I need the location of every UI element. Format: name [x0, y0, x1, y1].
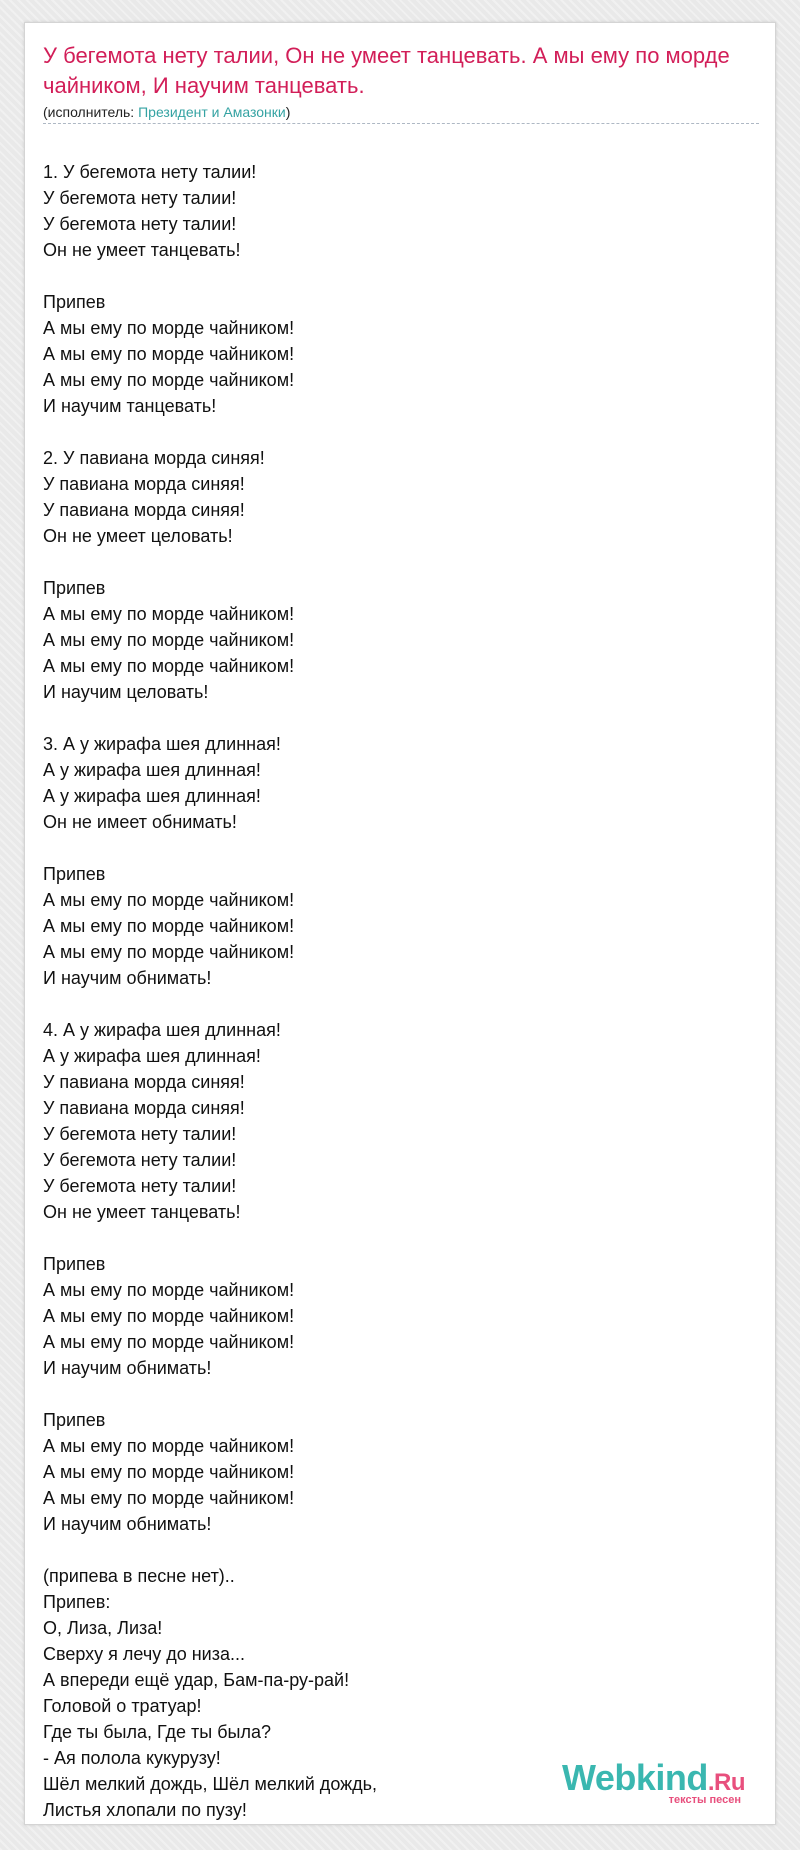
- lyric-line: У павиана морда синяя!: [43, 1098, 245, 1118]
- lyric-line: 1. У бегемота нету талии!: [43, 162, 257, 182]
- lyric-line: А мы ему по морде чайником!: [43, 1280, 295, 1300]
- lyric-line: А мы ему по морде чайником!: [43, 1436, 295, 1456]
- lyric-line: У бегемота нету талии!: [43, 214, 237, 234]
- lyric-line: И научим танцевать!: [43, 396, 217, 416]
- lyric-line: У павиана морда синяя!: [43, 1072, 245, 1092]
- lyric-line: И научим обнимать!: [43, 968, 212, 988]
- lyric-line: У бегемота нету талии!: [43, 1150, 237, 1170]
- lyric-line: А мы ему по морде чайником!: [43, 916, 295, 936]
- performer-suffix: ): [285, 104, 291, 120]
- lyric-line: У павиана морда синяя!: [43, 500, 245, 520]
- lyric-line: А мы ему по морде чайником!: [43, 318, 295, 338]
- lyric-line: 3. А у жирафа шея длинная!: [43, 734, 281, 754]
- lyric-line: У бегемота нету талии!: [43, 1124, 237, 1144]
- lyric-blank-line: [43, 835, 743, 861]
- lyric-line: У павиана морда синяя!: [43, 474, 245, 494]
- lyric-blank-line: [43, 991, 743, 1017]
- lyric-line: 2. У павиана морда синяя!: [43, 448, 265, 468]
- lyric-line: И научим обнимать!: [43, 1514, 212, 1534]
- lyric-line: А мы ему по морде чайником!: [43, 604, 295, 624]
- lyric-line: Припев: [43, 1254, 106, 1274]
- lyric-line: А мы ему по морде чайником!: [43, 1332, 295, 1352]
- lyric-line: А у жирафа шея длинная!: [43, 786, 261, 806]
- logo-tagline: тексты песен: [668, 1794, 741, 1806]
- lyric-line: Он не умеет целовать!: [43, 526, 233, 546]
- lyric-line: У бегемота нету талии!: [43, 188, 237, 208]
- page-title: У бегемота нету талии, Он не умеет танцевать. А мы ему по морде чайником, И научим танцевать.: [43, 43, 730, 98]
- lyric-line: А мы ему по морде чайником!: [43, 890, 295, 910]
- lyric-line: Он не умеет танцевать!: [43, 1202, 241, 1222]
- lyric-line: Сверху я лечу до низа...: [43, 1644, 245, 1664]
- lyric-line: 4. А у жирафа шея длинная!: [43, 1020, 281, 1040]
- lyric-line: А мы ему по морде чайником!: [43, 1306, 295, 1326]
- lyric-line: А мы ему по морде чайником!: [43, 656, 295, 676]
- lyric-line: - Ая полола кукурузу!: [43, 1748, 221, 1768]
- lyric-line: Припев: [43, 1410, 106, 1430]
- lyric-blank-line: [43, 705, 743, 731]
- performer-link[interactable]: Президент и Амазонки: [138, 104, 286, 120]
- lyric-line: Припев: [43, 864, 106, 884]
- lyric-line: А мы ему по морде чайником!: [43, 630, 295, 650]
- lyric-line: И научим обнимать!: [43, 1358, 212, 1378]
- performer-prefix: (исполнитель:: [43, 104, 139, 120]
- lyric-line: А впереди ещё удар, Бам-па-ру-рай!: [43, 1670, 350, 1690]
- lyric-blank-line: [43, 263, 743, 289]
- lyric-blank-line: [43, 419, 743, 445]
- lyric-blank-line: [43, 1537, 743, 1563]
- lyric-line: Головой о тратуар!: [43, 1696, 202, 1716]
- lyric-line: А у жирафа шея длинная!: [43, 760, 261, 780]
- lyric-line: Припев:: [43, 1592, 111, 1612]
- lyrics-text: [43, 159, 743, 1823]
- lyric-blank-line: [43, 1225, 743, 1251]
- lyric-blank-line: [43, 549, 743, 575]
- lyric-line: А мы ему по морде чайником!: [43, 344, 295, 364]
- lyric-line: Припев: [43, 578, 106, 598]
- lyric-line: Он не умеет танцевать!: [43, 240, 241, 260]
- lyric-line: У бегемота нету талии!: [43, 1176, 237, 1196]
- lyric-line: Листья хлопали по пузу!: [43, 1800, 247, 1820]
- lyric-line: И научим целовать!: [43, 682, 209, 702]
- site-logo[interactable]: [561, 1757, 745, 1806]
- logo-main-text: Webkind: [561, 1757, 708, 1798]
- lyric-line: А у жирафа шея длинная!: [43, 1046, 261, 1066]
- lyric-line: А мы ему по морде чайником!: [43, 1462, 295, 1482]
- lyric-line: А мы ему по морде чайником!: [43, 1488, 295, 1508]
- lyric-line: Шёл мелкий дождь, Шёл мелкий дождь,: [43, 1774, 378, 1794]
- performer-line: [43, 104, 290, 120]
- lyric-line: А мы ему по морде чайником!: [43, 942, 295, 962]
- lyric-line: Где ты была, Где ты была?: [43, 1722, 272, 1742]
- logo-tld-text: .Ru: [707, 1769, 745, 1796]
- content-card: [24, 22, 776, 1825]
- lyric-line: Припев: [43, 292, 106, 312]
- lyric-line: А мы ему по морде чайником!: [43, 370, 295, 390]
- lyric-blank-line: [43, 1381, 743, 1407]
- lyric-line: О, Лиза, Лиза!: [43, 1618, 163, 1638]
- lyric-line: (припева в песне нет)..: [43, 1566, 235, 1586]
- lyric-line: Он не имеет обнимать!: [43, 812, 237, 832]
- title-divider: [43, 123, 759, 124]
